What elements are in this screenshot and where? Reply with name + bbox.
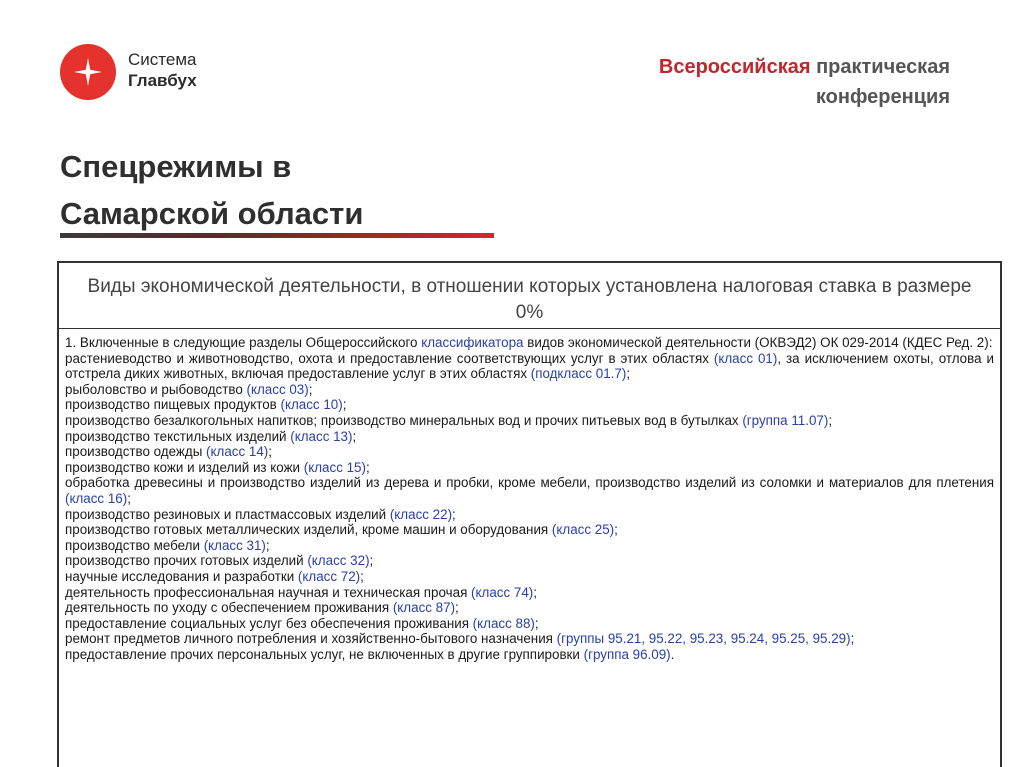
row-text: научные исследования и разработки [65,568,298,584]
table-row [65,335,994,351]
row-text: ; [369,553,374,569]
class-link[interactable]: (класс 74) [471,584,534,600]
class-link[interactable]: (класс 31) [203,537,266,553]
row-text: деятельность по уходу с обеспечением проживания [65,600,393,616]
row-text: ; [533,584,537,600]
table-row [65,460,994,476]
table-body [59,329,1000,662]
conference-title [550,52,950,112]
logo-line1: Система [128,50,197,69]
row-text: , за исключением охоты, отлова и отстрела диких животных, включая предоставление услуг в этих областях [65,350,994,382]
row-text: ; [265,537,270,553]
row-text: ; [534,615,539,631]
table-row [65,600,994,616]
class-link[interactable]: (класс 16) [65,490,128,506]
class-link[interactable]: (класс 03) [246,381,309,397]
conference-line2: конференция [815,86,950,108]
row-text: ; [828,412,833,428]
class-link[interactable]: классификатора [421,335,524,350]
row-text: производство безалкогольных напитков; производство минеральных вод и прочих питьевых вод в бутылках [65,412,743,428]
table-row [65,585,994,601]
table-row [65,507,994,523]
table-row [65,616,994,632]
table-row [65,382,994,398]
table-row [65,522,994,538]
row-text: производство прочих готовых изделий [65,553,308,569]
row-text: ; [342,397,347,413]
table-row [65,429,994,445]
class-link[interactable]: (класс 10) [280,397,343,413]
class-link[interactable]: (группы 95.21, 95.22, 95.23, 95.24, 95.25, 95.29) [556,631,851,647]
brand-logo [60,44,220,104]
row-text: производство резиновых и пластмассовых изделий [65,506,390,522]
class-link[interactable]: (класс 15) [303,459,366,475]
row-text: производство пищевых продуктов [65,397,281,413]
row-text: деятельность профессиональная научная и техническая прочая [65,584,472,600]
class-link[interactable]: (класс 14) [206,444,269,460]
row-text: производство одежды [65,444,207,460]
table-row [65,475,994,506]
table-row [65,553,994,569]
row-text: обработка древесины и производство изделий из дерева и пробки, кроме мебели, производство изделий из соломки и материалов для плетения [65,475,994,491]
row-text: . [670,646,675,662]
row-text: ; [352,428,357,444]
row-text: производство мебели [65,537,204,553]
class-link[interactable]: (группа 11.07) [742,412,829,428]
table-header: Виды экономической деятельности, в отношении которых установлена налоговая ставка в размере 0% [59,263,1000,329]
star-logo-icon [60,44,116,100]
class-link[interactable]: (класс 87) [392,600,456,616]
table-row [65,413,994,429]
table-row [65,569,994,585]
row-text: производство готовых металлических изделий, кроме машин и оборудования [65,522,552,538]
class-link[interactable]: (подкласс 01.7) [530,366,627,382]
class-link[interactable]: (класс 25) [551,522,615,538]
row-text: ; [850,631,855,647]
table-row [65,351,994,382]
row-text: ; [614,522,618,538]
page-title [60,143,363,237]
title-line2: Самарской области [60,196,364,231]
table-row [65,397,994,413]
row-text: ; [308,381,313,397]
title-underline [60,233,494,238]
conference-line1-rest: практическая [810,56,950,78]
row-text: предоставление прочих персональных услуг, не включенных в другие группировки [65,646,584,662]
row-text: ; [365,459,370,475]
class-link[interactable]: (класс 22) [389,506,453,522]
table-row [65,647,994,663]
row-text: видов экономической деятельности (ОКВЭД2) ОК 029-2014 (КДЕС Ред. 2): [523,335,993,350]
row-text: производство текстильных изделий [65,428,291,444]
table-row [65,444,994,460]
row-text: предоставление социальных услуг без обеспечения проживания [65,615,473,631]
class-link[interactable]: (группа 96.09) [583,646,671,662]
row-text: ремонт предметов личного потребления и хозяйственно-бытового назначения [65,631,557,647]
title-line1: Спецрежимы в [60,149,292,184]
row-text: ; [127,490,131,506]
row-text: 1. Включенные в следующие разделы Общероссийского [65,335,422,350]
row-text: ; [626,366,631,382]
class-link[interactable]: (класс 88) [472,615,535,631]
conference-accent: Всероссийская [658,56,811,78]
row-text: производство кожи и изделий из кожи [65,459,304,475]
class-link[interactable]: (класс 72) [297,568,361,584]
logo-line2: Главбух [128,71,197,90]
class-link[interactable]: (класс 13) [290,428,353,444]
activity-table [57,261,1002,767]
row-text: ; [452,506,456,522]
class-link[interactable]: (класс 01) [713,350,778,366]
row-text: ; [455,600,459,616]
table-row [65,538,994,554]
row-text: ; [360,568,364,584]
table-row [65,631,994,647]
row-text: растениеводство и животноводство, охота и предоставление соответствующих услуг в этих областях [65,350,714,366]
class-link[interactable]: (класс 32) [307,553,370,569]
row-text: рыболовство и рыбоводство [65,381,247,397]
row-text: ; [268,444,272,460]
